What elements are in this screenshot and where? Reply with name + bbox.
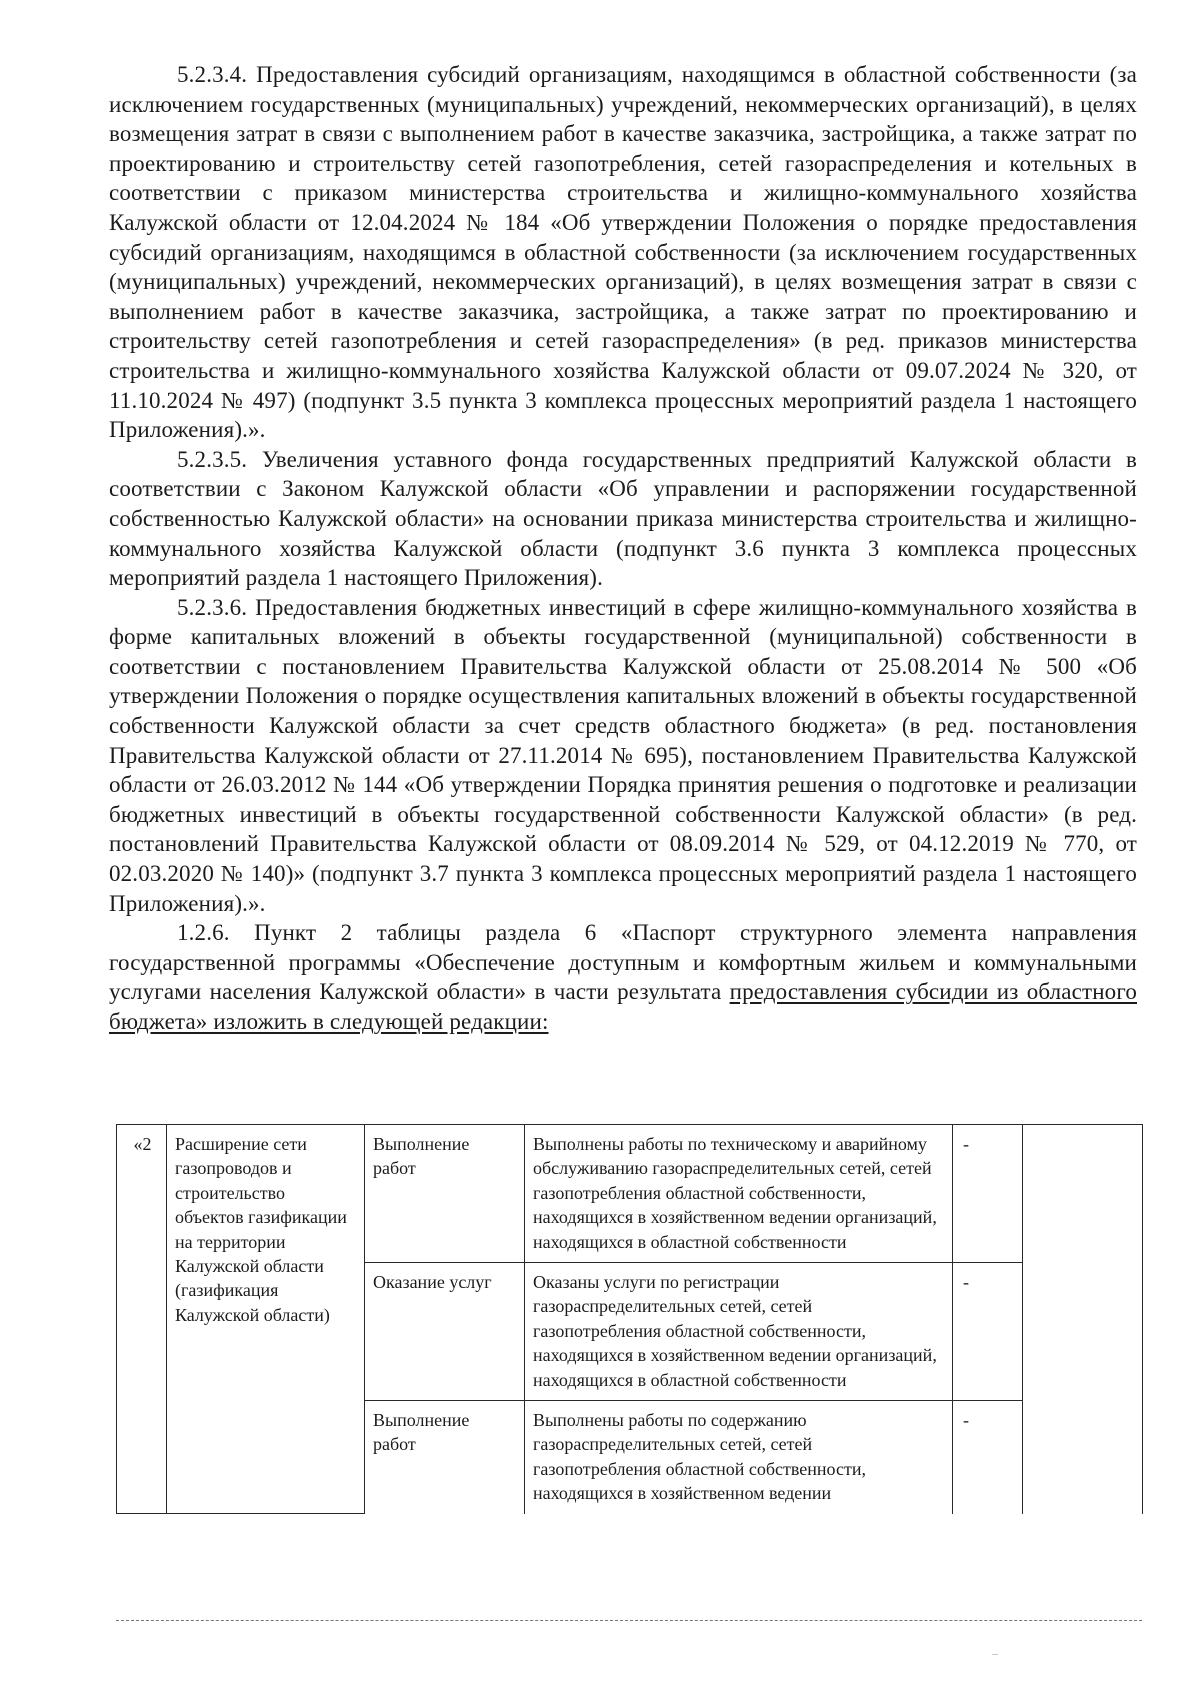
result-description-cell: Оказаны услуги по регистрации газораспределительных сетей, сетей газопотребления областной собственности, находящихся в хозяйственном ведении организаций, находящихся в областной собственности — [525, 1263, 953, 1401]
result-type-cell: Выполнение работ — [365, 1401, 525, 1514]
paragraph-1-2-6 — [109, 918, 1137, 1036]
result-value-cell: - — [953, 1125, 1023, 1263]
result-description-cell: Выполнены работы по техническому и аварийному обслуживанию газораспределительных сетей, сетей газопотребления областной собственности, находящихся в хозяйственном ведении организаций, находящихся в областной собственности — [525, 1125, 953, 1263]
result-value-cell: - — [953, 1401, 1023, 1514]
result-type-cell: Оказание услуг — [365, 1263, 525, 1401]
document-body — [109, 60, 1137, 1037]
row-number-cell: «2 — [117, 1125, 167, 1514]
paragraph-5-2-3-6: 5.2.3.6. Предоставления бюджетных инвестиций в сфере жилищно-коммунального хозяйства в форме капитальных вложений в объекты государственной (муниципальной) собственности в соответствии с постановлением Правительства Калужской области от 25.08.2014 № 500 «Об утверждении Положения о порядке осуществления капитальных вложений в объекты государственной собственности Калужской области за счет средств областного бюджета» (в ред. постановления Правительства Калужской области от 27.11.2014 № 695), постановлением Правительства Калужской области от 26.03.2012 № 144 «Об утверждении Порядка принятия решения о подготовке и реализации бюджетных инвестиций в объекты государственной собственности Калужской области» (в ред. постановлений Правительства Калужской области от 08.09.2014 № 529, от 04.12.2019 № 770, от 02.03.2020 № 140)» (подпункт 3.7 пункта 3 комплекса процессных мероприятий раздела 1 настоящего Приложения).». — [109, 594, 1137, 916]
result-description-cell: Выполнены работы по содержанию газораспределительных сетей, сетей газопотребления областной собственности, находящихся в хозяйственном ведении — [525, 1401, 953, 1514]
blank-cell — [1023, 1125, 1143, 1514]
paragraph-5-2-3-4: 5.2.3.4. Предоставления субсидий организациям, находящимся в областной собственности (за исключением государственных (муниципальных) учреждений, некоммерческих организаций), в целях возмещения затрат в связи с выполнением работ в качестве заказчика, застройщика, а также затрат по проектированию и строительству сетей газопотребления, сетей газораспределения и котельных в соответствии с приказом министерства строительства и жилищно-коммунального хозяйства Калужской области от 12.04.2024 № 184 «Об утверждении Положения о порядке предоставления субсидий организациям, находящимся в областной собственности (за исключением государственных (муниципальных) учреждений, некоммерческих организаций), в целях возмещения затрат в связи с выполнением работ в качестве заказчика, застройщика, а также затрат по проектированию и строительству сетей газопотребления и сетей газораспределения» (в ред. приказов министерства строительства и жилищно-коммунального хозяйства Калужской области от 09.07.2024 № 320, от 11.10.2024 № 497) (подпункт 3.5 пункта 3 комплекса процессных мероприятий раздела 1 настоящего Приложения).». — [109, 62, 1137, 443]
result-type-cell: Выполнение работ — [365, 1125, 525, 1263]
paragraph-1-2-6-underlined: предоставления субсидии из областного бюджета» изложить в следующей редакции: — [109, 979, 1137, 1034]
result-name-cell: Расширение сети газопроводов и строительство объектов газификации на территории Калужской области (газификация Калужской области) — [167, 1125, 365, 1514]
result-table — [116, 1124, 1143, 1514]
table-cut-line — [116, 1620, 1142, 1621]
table-row — [117, 1125, 1143, 1263]
paragraph-1-2-6-text: 1.2.6. Пункт 2 таблицы раздела 6 «Паспорт структурного элемента направления государственной программы «Обеспечение доступным и комфортным жильем и коммунальными услугами населения Калужской области» в части результата — [109, 920, 1137, 1005]
scan-speck — [992, 1654, 998, 1655]
paragraph-5-2-3-5: 5.2.3.5. Увеличения уставного фонда государственных предприятий Калужской области в соответствии с Законом Калужской области «Об управлении и распоряжении государственной собственностью Калужской области» на основании приказа министерства строительства и жилищно-коммунального хозяйства Калужской области (подпункт 3.6 пункта 3 комплекса процессных мероприятий раздела 1 настоящего Приложения). — [109, 446, 1137, 591]
result-value-cell: - — [953, 1263, 1023, 1401]
